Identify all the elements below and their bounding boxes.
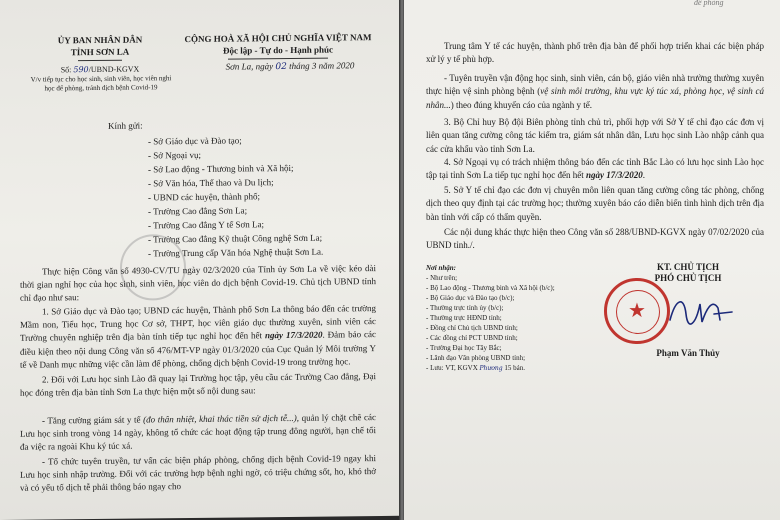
date-day-handwritten: 02 [275,61,287,73]
continuation-paragraph: Trung tâm Y tế các huyện, thành phố trên địa bàn để phối hợp triển khai các biện pháp xử lý y tế phù hợp. [426,41,764,65]
signature-title-2: PHÓ CHỦ TỊCH [654,273,722,283]
noi-nhan-title: Nơi nhận: [426,264,457,272]
luu-handwritten: Phương [479,365,503,372]
noi-nhan-item: - Thường trực tỉnh ủy (b/c); [426,304,504,312]
document-page-2 [404,0,780,520]
luu-count: 15 bản. [504,364,525,372]
document-number [40,64,160,74]
doc-no-prefix: Số: [60,65,72,75]
item-3-paragraph: 3. Bộ Chỉ huy Bộ đội Biên phòng tỉnh chủ trì, phối hợp với Sở Y tế chỉ đạo các đơn vị liên quan tăng cường công tác kiểm tra, giám sát nhân dân, Lưu học sinh Lào nhập cảnh qua các cửa khẩu vào tỉnh Sơn La. [426,117,764,154]
item-2-point-1 [20,411,376,454]
noi-nhan-item: - Bộ Lao động - Thương binh và Xã hội (b/c); [426,284,555,292]
intro-paragraph: Thực hiện Công văn số 4930-CV/TU ngày 02/3/2020 của Tỉnh ủy Sơn La về việc kéo dài thời gian nghỉ học của học sinh, sinh viên, học viên do dịch bệnh Covid-19. Chủ tịch UBND tỉnh chỉ đạo như sau: [20,263,376,304]
doc-no-suffix: /UBND-KGVX [88,64,140,75]
noi-nhan-item: - Các đồng chí PCT UBND tỉnh; [426,334,518,342]
item-5-paragraph: 5. Sở Y tế chỉ đạo các đơn vị chuyên môn liên quan tăng cường công tác phòng, chống dịch theo quy định tại các trường học; thường xuyên báo cáo diễn biến tình hình dịch trên địa bàn tỉnh với cấp có thẩm quyền. [426,185,764,222]
kinh-gui-label: Kính gửi: [108,120,143,131]
document-subject: V/v tiếp tục cho học sinh, sinh viên, học viên nghỉ học để phòng, tránh dịch bệnh Covid-19 [30,74,172,93]
recipient-item: - Trường Cao đẳng Y tế Sơn La; [148,219,264,231]
tuyen-truyen-paragraph [426,72,764,112]
closing-paragraph: Các nội dung khác thực hiện theo Công văn số 288/UBND-KGVX ngày 07/02/2020 của UBND tỉnh./. [426,227,764,251]
recipient-item: - Sở Giáo dục và Đào tạo; [148,135,242,147]
org-name-line1: ỦY BAN NHÂN DÂN [57,34,143,46]
item-4-paragraph [426,156,764,183]
recipient-item: - Trường Trung cấp Văn hóa Nghệ thuật Sơn La. [148,246,324,259]
recipient-item: - UBND các huyện, thành phố; [148,191,260,203]
item-2-point-1-text-a: - Tăng cường giám sát y tế [42,414,144,426]
recipient-item: - Trường Cao đẳng Sơn La; [148,205,248,217]
item-2-point-1-italic: (đo thân nhiệt, khai thác tiền sử dịch tễ...) [143,412,297,425]
date-suffix: tháng 3 năm 2020 [289,60,355,71]
nation-title: CỘNG HOÀ XÃ HỘI CHỦ NGHĨA VIỆT NAM [184,32,372,45]
recipient-item: - Sở Lao động - Thương binh và Xã hội; [148,162,294,175]
signature-title-1: KT. CHỦ TỊCH [657,262,719,272]
item-4-text-b: . [642,170,645,181]
tuyen-truyen-italic: vệ sinh môi trường, khu vực ký túc xá, phòng học, vệ sinh cá nhân... [426,86,765,110]
item-2-point-1-text-b: , quản lý chặt chẽ các Lưu học sinh trong vòng 14 ngày, không tổ chức các hoạt động tập trung đông người, hạn chế tối đa việc ra ngoài Khu ký túc xá. [20,412,376,453]
header-underline-right [228,58,328,60]
recipient-item: - Sở Văn hóa, Thể thao và Du lịch; [148,177,274,189]
signer-name: Phạm Văn Thủy [656,348,720,358]
item-2-paragraph: 2. Đối với Lưu học sinh Lào đã quay lại Trường học tập, yêu cầu các Trường Cao đẳng, Đại học đóng trên địa bàn tỉnh Sơn La thực hiện một số nội dung sau: [20,371,376,398]
noi-nhan-item: - Lãnh đạo Văn phòng UBND tỉnh; [426,354,526,362]
header-underline-left [78,60,122,61]
item-1-paragraph [20,302,376,372]
seal-star-icon: ★ [628,300,646,322]
item-1-text-b: . Đảm bảo các điều kiện theo nội dung Công văn số 476/MT-VP ngày 01/3/2020 của Cục Quản lý Môi trường Y tế về Danh mục những việc cần làm để phòng, chống dịch bệnh Covid-19 trong trường học. [20,329,376,370]
noi-nhan-item: - Thường trực HĐND tỉnh; [426,314,502,322]
item-4-date: ngày 17/3/2020 [585,170,643,181]
date-prefix: Sơn La, ngày [225,61,274,72]
document-date [205,60,375,73]
top-edge-note: đề phòng [694,0,724,7]
tuyen-truyen-text-b: ) theo đúng khuyến cáo của ngành y tế. [450,99,592,110]
luu-label: - Lưu: VT, KGVX [426,364,478,372]
item-1-text-a: 1. Sở Giáo dục và Đào tạo; UBND các huyện, Thành phố Sơn La thông báo đến các trường Mầm non, Tiểu học, Trung học Cơ sở, THPT, học viên giáo dục thường xuyên, sinh viên các Trường chuyên nghiệp trên địa bàn tỉnh tiếp tục nghỉ học đến hết [20,303,376,344]
noi-nhan-item: - Đồng chí Chủ tịch UBND tỉnh; [426,324,518,332]
recipient-item: - Sở Ngoại vụ; [148,149,202,161]
noi-nhan-item-luu [426,364,525,372]
org-name-line2: TỈNH SƠN LA [70,46,130,58]
doc-no-handwritten: 590 [73,65,89,75]
handwritten-signature [666,290,736,330]
noi-nhan-item: - Trường Đại học Tây Bắc; [426,344,502,352]
item-2-point-2: - Tổ chức tuyên truyền, tư vấn các biện pháp phòng, chống dịch bệnh Covid-19 ngay khi Lưu học sinh nhập trường. Đối với các trường hợp bệnh nghi ngờ, có triệu chứng sốt, ho, khó thở và có yếu tố dịch tễ phải thông báo ngay cho [20,453,376,494]
item-1-date: ngày 17/3/2020 [265,330,323,341]
noi-nhan-item: - Bộ Giáo dục và Đào tạo (b/c); [426,294,515,302]
tuyen-truyen-text-a: - Tuyên truyền vận động học sinh, sinh viên, cán bộ, giáo viên nhà trường thường xuyên thực hiện vệ sinh phòng bệnh ( [426,73,764,97]
noi-nhan-item: - Như trên; [426,274,458,282]
nation-motto: Độc lập - Tự do - Hạnh phúc [222,44,333,56]
recipient-item: - Trường Cao đẳng Kỹ thuật Công nghệ Sơn La; [148,232,323,245]
item-4-text-a: 4. Sở Ngoại vụ có trách nhiệm thông báo đến các tỉnh Bắc Lào có lưu học sinh Lào học tập tại tỉnh Sơn La tiếp tục nghỉ học đến hết [426,157,764,181]
